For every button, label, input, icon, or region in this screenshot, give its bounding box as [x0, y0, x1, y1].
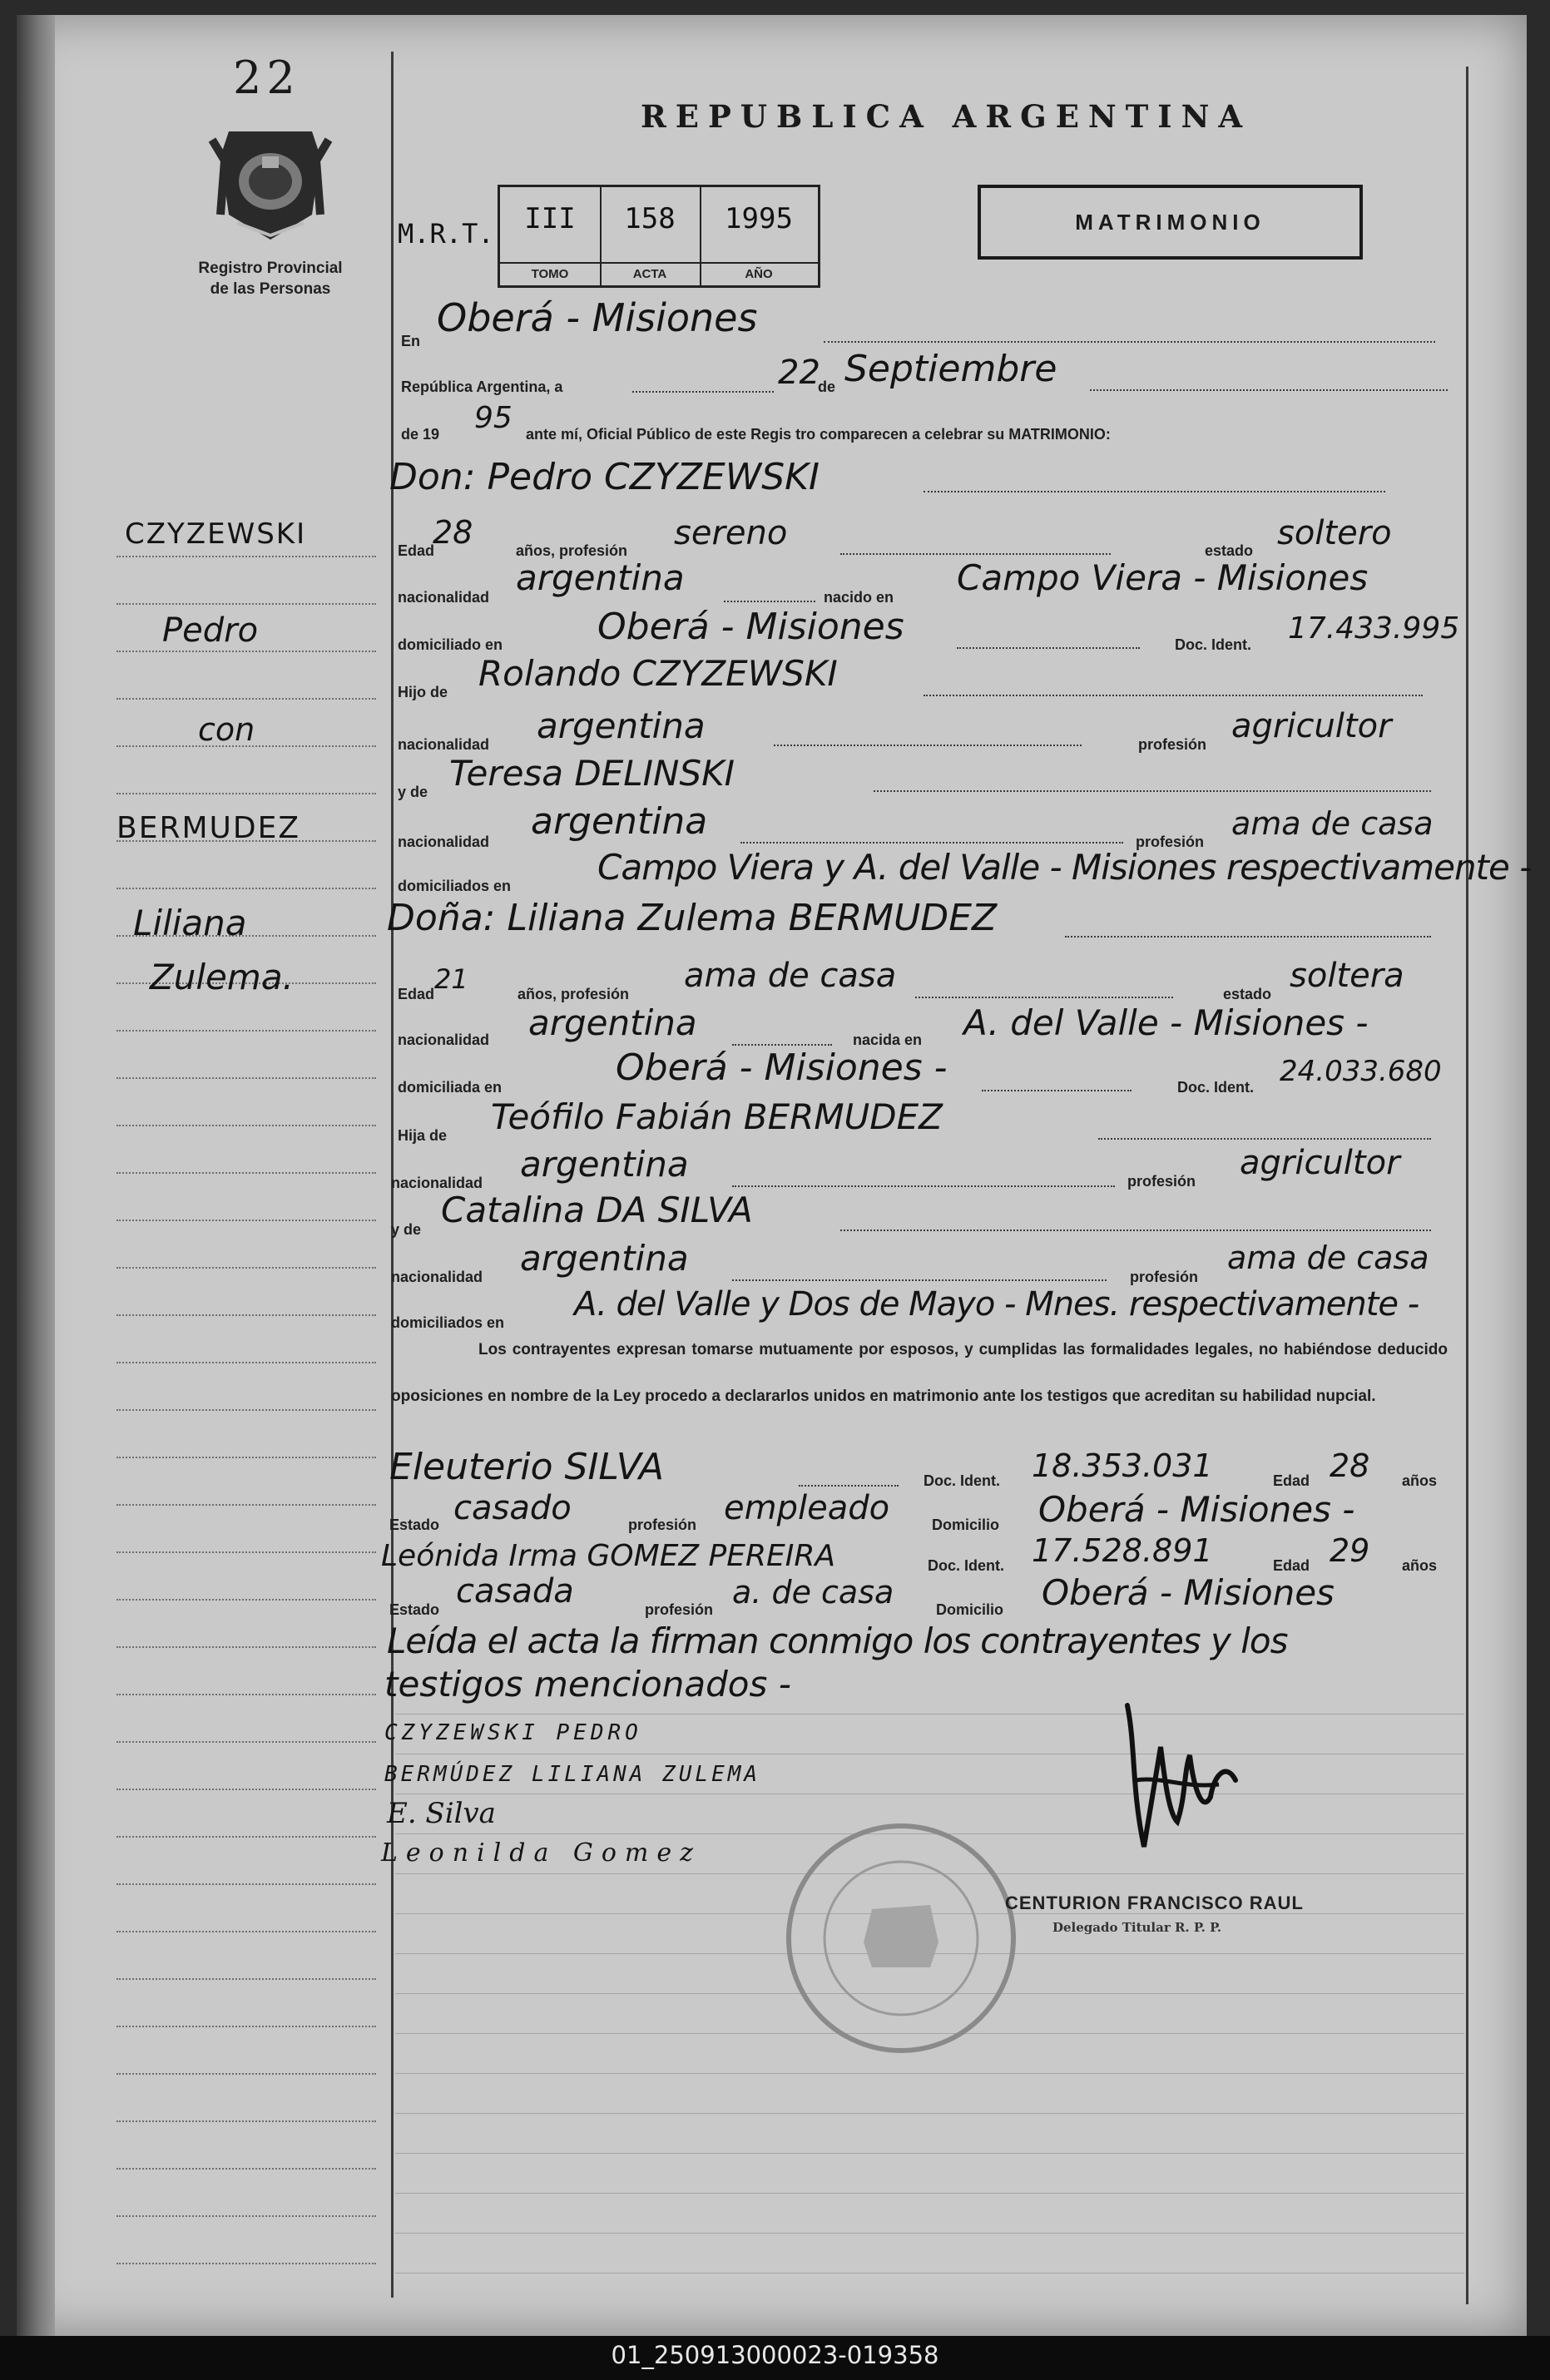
- witness2-edad-label: Edad: [1273, 1557, 1310, 1574]
- groom-doc: 17.433.995: [1288, 611, 1460, 646]
- witness1-estado-label: Estado: [389, 1517, 440, 1533]
- margin-ruled-line: [116, 556, 376, 557]
- margin-ruled-line: [116, 793, 376, 794]
- groom-edad-label: Edad: [398, 542, 435, 559]
- witness2-anos-label: años: [1402, 1557, 1438, 1574]
- bride-mother-prof-label: profesión: [1130, 1269, 1199, 1285]
- witness2-profession: a. de casa: [732, 1574, 894, 1611]
- bride-civil-status: soltera: [1290, 957, 1404, 995]
- margin-ruled-line: [116, 1362, 376, 1363]
- country-title: REPUBLICA ARGENTINA: [641, 98, 1252, 135]
- witness2-domicilio-label: Domicilio: [936, 1601, 1004, 1618]
- groom-parents-dom-label: domiciliados en: [398, 878, 512, 894]
- bride-full-name: Doña: Liliana Zulema BERMUDEZ: [387, 897, 998, 939]
- groom-mother-nationality: argentina: [531, 800, 708, 843]
- bride-father-nat-label: nacionalidad: [391, 1175, 483, 1191]
- signature-witness1: E. Silva: [387, 1797, 496, 1830]
- groom-civil-status: soltero: [1277, 514, 1392, 552]
- groom-mother-profession: ama de casa: [1231, 805, 1434, 842]
- bride-father: Teófilo Fabián BERMUDEZ: [491, 1096, 943, 1137]
- groom-father-profession: agricultor: [1231, 707, 1392, 745]
- margin-ruled-line: [116, 2026, 376, 2027]
- registry-name: Registro Provincial de las Personas: [198, 260, 343, 298]
- margin-ruled-line: [116, 1409, 376, 1411]
- registry-reference-table: [498, 185, 820, 288]
- margin-ruled-line: [116, 1694, 376, 1695]
- margin-ruled-line: [116, 1030, 376, 1032]
- witness1-doc: 18.353.031: [1032, 1447, 1213, 1484]
- tomo-value: III: [524, 202, 576, 235]
- witness2-doc-label: Doc. Ident.: [928, 1557, 1005, 1574]
- official-signature-icon: [1111, 1697, 1244, 1880]
- bride-estado-label: estado: [1223, 986, 1272, 1002]
- groom-mother-nat-label: nacionalidad: [398, 834, 490, 850]
- official-name: CENTURION FRANCISCO RAUL: [1005, 1893, 1304, 1913]
- republica-label: República Argentina, a: [401, 379, 563, 395]
- margin-ruled-line: [116, 2168, 376, 2170]
- groom-doc-label: Doc. Ident.: [1175, 636, 1252, 653]
- margin-ruled-line: [116, 1551, 376, 1553]
- en-label: En: [401, 333, 421, 349]
- groom-father-nationality: argentina: [537, 705, 706, 746]
- groom-estado-label: estado: [1205, 542, 1254, 559]
- body-ruled-line: [395, 2113, 1464, 2114]
- bride-profession: ama de casa: [684, 957, 897, 995]
- witness1-civil-status: casado: [453, 1489, 572, 1527]
- signature-groom: CZYZEWSKI PEDRO: [384, 1720, 642, 1745]
- body-ruled-line: [395, 2233, 1464, 2234]
- margin-bride-surname: BERMUDEZ: [116, 811, 300, 845]
- margin-ruled-line: [116, 1457, 376, 1458]
- margin-ruled-line: [116, 1978, 376, 1980]
- margin-ruled-line: [116, 1931, 376, 1932]
- right-border-line: [1466, 67, 1468, 2304]
- witness1-profesion-label: profesión: [628, 1517, 697, 1533]
- fill-line: [799, 1485, 899, 1487]
- margin-ruled-line: [116, 1220, 376, 1221]
- fill-line: [924, 695, 1423, 696]
- month: Septiembre: [844, 348, 1057, 390]
- bride-domiciliada-label: domiciliada en: [398, 1079, 503, 1096]
- witness2-name: Leónida Irma GOMEZ PEREIRA: [381, 1539, 836, 1573]
- fill-line: [840, 1230, 1431, 1231]
- groom-age: 28: [433, 514, 473, 551]
- de-label: de: [818, 379, 836, 395]
- signature-bride: BERMÚDEZ LILIANA ZULEMA: [384, 1762, 761, 1787]
- closing-line2: testigos mencionados -: [384, 1664, 791, 1705]
- fill-line: [982, 1090, 1132, 1091]
- bride-mother-nat-label: nacionalidad: [391, 1269, 483, 1285]
- margin-ruled-line: [116, 1077, 376, 1079]
- groom-father: Rolando CZYZEWSKI: [478, 653, 838, 694]
- witness2-doc: 17.528.891: [1032, 1532, 1213, 1569]
- groom-nationality: argentina: [516, 557, 685, 598]
- groom-mother-prof-label: profesión: [1136, 834, 1205, 850]
- margin-ruled-line: [116, 1836, 376, 1838]
- bride-age: 21: [434, 963, 468, 995]
- fill-line: [1098, 1138, 1431, 1140]
- groom-nacionalidad-label: nacionalidad: [398, 589, 490, 606]
- margin-ruled-line: [116, 1314, 376, 1316]
- acta-label: ACTA: [600, 262, 700, 285]
- margin-ruled-line: [116, 1883, 376, 1885]
- body-ruled-line: [395, 2153, 1464, 2154]
- mrt-label: M.R.T.: [398, 218, 494, 250]
- margin-ruled-line: [116, 1125, 376, 1126]
- fill-line: [824, 341, 1435, 343]
- place: Oberá - Misiones: [437, 295, 758, 340]
- fill-line: [840, 553, 1111, 555]
- bride-doc-label: Doc. Ident.: [1177, 1079, 1255, 1096]
- bride-father-profession: agricultor: [1240, 1144, 1400, 1182]
- fill-line: [632, 391, 774, 393]
- day: 22: [778, 354, 820, 392]
- bride-father-prof-label: profesión: [1127, 1173, 1196, 1190]
- fill-line: [740, 842, 1123, 844]
- margin-ruled-line: [116, 2073, 376, 2075]
- margin-ruled-line: [116, 603, 376, 605]
- groom-hijo-label: Hijo de: [398, 684, 448, 700]
- fill-line: [732, 1044, 832, 1046]
- page-number: 22: [233, 52, 300, 104]
- groom-nacido-label: nacido en: [824, 589, 894, 606]
- certificate-type-box: MATRIMONIO: [978, 185, 1363, 260]
- groom-domicile: Oberá - Misiones: [597, 606, 904, 648]
- margin-ruled-line: [116, 2215, 376, 2217]
- margin-ruled-line: [116, 698, 376, 700]
- body-ruled-line: [395, 2193, 1464, 2194]
- bride-domicile: Oberá - Misiones -: [616, 1047, 948, 1089]
- book-binding: [17, 15, 55, 2336]
- witness1-domicile: Oberá - Misiones -: [1038, 1489, 1355, 1530]
- bride-mother-nationality: argentina: [520, 1238, 689, 1279]
- margin-groom-surname: CZYZEWSKI: [125, 517, 307, 551]
- groom-mother: Teresa DELINSKI: [449, 753, 735, 794]
- margin-ruled-line: [116, 2263, 376, 2264]
- margin-ruled-line: [116, 2120, 376, 2122]
- bride-nacida-label: nacida en: [853, 1032, 923, 1048]
- tomo-label: TOMO: [500, 262, 600, 285]
- bride-doc: 24.033.680: [1280, 1055, 1442, 1088]
- witness1-age: 28: [1330, 1447, 1370, 1484]
- groom-full-name: Don: Pedro CZYZEWSKI: [389, 456, 820, 498]
- fill-line: [874, 790, 1431, 792]
- margin-ruled-line: [116, 1646, 376, 1648]
- fill-line: [724, 601, 815, 602]
- fill-line: [1065, 936, 1431, 938]
- margin-bride-name1: Liliana: [133, 903, 247, 943]
- groom-profesion-label: años, profesión: [516, 542, 628, 559]
- image-id-label: 01_250913000023-019358: [611, 2341, 939, 2369]
- fill-line: [1090, 389, 1448, 391]
- margin-ruled-line: [116, 1504, 376, 1506]
- margin-ruled-line: [116, 888, 376, 889]
- margin-ruled-line: [116, 1172, 376, 1174]
- witness1-name: Eleuterio SILVA: [389, 1446, 664, 1488]
- ano-value: 1995: [725, 202, 793, 235]
- fill-line: [924, 491, 1385, 492]
- acta-value: 158: [624, 202, 676, 235]
- groom-parents-domicile: Campo Viera y A. del Valle - Misiones respectivamente -: [597, 847, 1532, 888]
- groom-father-prof-label: profesión: [1138, 736, 1207, 753]
- groom-father-nat-label: nacionalidad: [398, 736, 490, 753]
- signature-witness2: Leonilda Gomez: [381, 1838, 701, 1868]
- bride-profesion-label: años, profesión: [517, 986, 630, 1002]
- fill-line: [957, 647, 1140, 649]
- official-seal-icon: [780, 1818, 1022, 2059]
- body-ruled-line: [395, 2273, 1464, 2274]
- groom-profession: sereno: [674, 514, 788, 552]
- bride-yde-label: y de: [391, 1221, 422, 1238]
- bride-nacionalidad-label: nacionalidad: [398, 1032, 490, 1048]
- bride-mother-profession: ama de casa: [1227, 1239, 1429, 1276]
- fill-line: [774, 745, 1082, 746]
- margin-ruled-line: [116, 1599, 376, 1601]
- ano-label: AÑO: [700, 262, 818, 285]
- witness2-age: 29: [1330, 1532, 1370, 1569]
- de19-label: de 19: [401, 426, 440, 443]
- margin-groom-name: Pedro: [162, 611, 259, 650]
- witness2-domicile: Oberá - Misiones: [1042, 1572, 1335, 1613]
- margin-ruled-line: [116, 1789, 376, 1790]
- witness1-domicilio-label: Domicilio: [932, 1517, 1000, 1533]
- witness1-profession: empleado: [724, 1489, 890, 1527]
- witness2-civil-status: casada: [456, 1572, 574, 1611]
- bride-edad-label: Edad: [398, 986, 435, 1002]
- fill-line: [915, 997, 1173, 998]
- provincial-emblem-icon: [204, 123, 337, 248]
- bride-mother: Catalina DA SILVA: [441, 1190, 753, 1230]
- witness1-edad-label: Edad: [1273, 1472, 1310, 1489]
- bride-hija-label: Hija de: [398, 1127, 448, 1144]
- witness1-anos-label: años: [1402, 1472, 1438, 1489]
- witness2-profesion-label: profesión: [645, 1601, 714, 1618]
- margin-con: con: [198, 711, 255, 748]
- margin-ruled-line: [116, 1267, 376, 1269]
- bride-parents-domicile: A. del Valle y Dos de Mayo - Mnes. respectivamente -: [574, 1285, 1419, 1324]
- year-suffix: 95: [474, 401, 513, 435]
- groom-yde-label: y de: [398, 784, 428, 800]
- body-ruled-line: [395, 2073, 1464, 2074]
- bride-parents-dom-label: domiciliados en: [391, 1314, 505, 1331]
- margin-ruled-line: [116, 1741, 376, 1743]
- witness1-doc-label: Doc. Ident.: [924, 1472, 1001, 1489]
- declaration-text: Los contrayentes expresan tomarse mutuamente por esposos, y cumplidas las formalidades legales, no habiéndose deducido oposiciones en nombre de la Ley procedo a declararlos unidos en matrimonio ante los testigos que acreditan su habilidad nupcial.: [391, 1341, 1448, 1405]
- witness2-estado-label: Estado: [389, 1601, 440, 1618]
- groom-birthplace: Campo Viera - Misiones: [957, 557, 1369, 598]
- bride-father-nationality: argentina: [520, 1144, 689, 1185]
- fill-line: [732, 1279, 1107, 1281]
- fill-line: [732, 1185, 1115, 1187]
- margin-ruled-line: [116, 651, 376, 652]
- groom-domiciliado-label: domiciliado en: [398, 636, 503, 653]
- bride-birthplace: A. del Valle - Misiones -: [963, 1002, 1369, 1043]
- ante-text: ante mí, Oficial Público de este Regis tro comparecen a celebrar su MATRIMONIO:: [526, 426, 1111, 443]
- closing-line1: Leída el acta la firman conmigo los contrayentes y los: [387, 1620, 1288, 1661]
- margin-bride-name2: Zulema.: [150, 957, 294, 997]
- official-title: Delegado Titular R. P. P.: [1052, 1920, 1222, 1935]
- bride-nationality: argentina: [528, 1002, 697, 1043]
